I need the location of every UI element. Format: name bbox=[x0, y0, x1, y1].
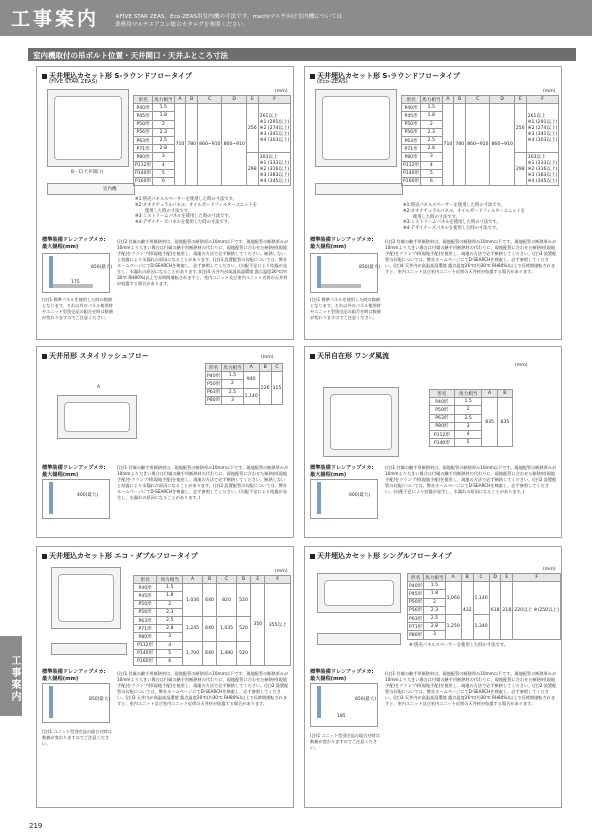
table-cell: P71形 bbox=[134, 145, 153, 153]
drain-lift-label: 850(最大) bbox=[91, 265, 113, 270]
table-cell: P80形 bbox=[134, 633, 157, 641]
column-header: 形名 bbox=[206, 364, 222, 372]
unit-label: (mm) bbox=[543, 89, 556, 94]
drain-title: 標準装備ドレンアップメカ: 最大揚程(mm) bbox=[42, 237, 106, 250]
table-cell: P63形 bbox=[408, 614, 424, 622]
drain-title: 標準装備ドレンアップメカ: 最大揚程(mm) bbox=[310, 465, 374, 478]
unit-label: (mm) bbox=[275, 569, 288, 574]
table-cell: 1.5 bbox=[153, 104, 174, 112]
unit-plan-figure bbox=[315, 89, 397, 167]
table-cell: 315 bbox=[271, 372, 283, 405]
drain-lift-label: 850(最大) bbox=[355, 697, 377, 702]
drain-figure bbox=[310, 479, 378, 519]
column-header: D bbox=[490, 96, 514, 104]
table-cell: 261以上 ※1 (291以上) ※2 (274以上) ※3 (341以上) ※4 (303以上) bbox=[258, 104, 291, 153]
table-cell: 261以上 ※1 (291以上) ※2 (274以上) ※3 (341以上) ※4 (303以上) bbox=[526, 104, 559, 153]
table-cell: 710 bbox=[174, 104, 186, 186]
column-header: A bbox=[442, 96, 454, 104]
table-cell: 1.8 bbox=[421, 112, 442, 120]
table-cell: 2.3 bbox=[157, 608, 183, 616]
table-cell: 4 bbox=[454, 430, 482, 438]
table-cell: P56形 bbox=[402, 128, 421, 136]
figure-label: B・C(天井開口) bbox=[71, 170, 104, 175]
table-cell: 1.8 bbox=[153, 112, 174, 120]
side-tab: 工事案内 bbox=[0, 636, 22, 716]
table-cell: 4 bbox=[421, 161, 442, 169]
table-cell: P160形 bbox=[402, 177, 421, 185]
drain-lift-label: 175 bbox=[71, 280, 80, 285]
table-cell: 2 bbox=[454, 406, 482, 414]
table-cell: P63形 bbox=[430, 414, 455, 422]
drain-figure bbox=[310, 253, 381, 293]
table-cell: 6 bbox=[153, 177, 174, 185]
table-cell: P112形 bbox=[134, 641, 157, 649]
dimension-table bbox=[401, 95, 559, 186]
table-cell: 2.3 bbox=[424, 606, 445, 614]
table-cell: P160形 bbox=[134, 177, 153, 185]
column-header: 馬力相当 bbox=[222, 364, 243, 372]
drain-lift-label: 850(最大) bbox=[359, 265, 381, 270]
table-cell: 1.5 bbox=[421, 104, 442, 112]
drain-lift-label: 850(最大) bbox=[89, 697, 111, 702]
drain-lift-label: 185 bbox=[337, 714, 346, 719]
table-cell: 1,490 bbox=[217, 641, 237, 666]
dimension-table bbox=[133, 575, 291, 666]
table-cell: 860~910 bbox=[198, 104, 222, 186]
unit-plan-figure bbox=[317, 573, 401, 613]
table-cell: 298 bbox=[246, 153, 258, 186]
unit-label: (mm) bbox=[275, 89, 288, 94]
table-cell: 5 bbox=[153, 169, 174, 177]
table-cell: P50形 bbox=[134, 120, 153, 128]
table-cell: 710 bbox=[442, 104, 454, 186]
table-cell: P80形 bbox=[402, 153, 421, 161]
column-header: 馬力相当 bbox=[153, 96, 174, 104]
table-cell: 218 bbox=[501, 582, 513, 639]
table-cell: 835 bbox=[482, 398, 497, 447]
table-cell: P50形 bbox=[134, 600, 157, 608]
table-cell: 1,700 bbox=[183, 641, 203, 666]
column-header: A bbox=[243, 364, 259, 372]
unit-figure bbox=[57, 395, 137, 439]
card-wanda bbox=[304, 346, 562, 538]
drain-title: 標準装備ドレンアップメカ: 最大揚程(mm) bbox=[310, 669, 374, 682]
column-header: 馬力相当 bbox=[157, 576, 183, 584]
table-cell: P112形 bbox=[430, 430, 455, 438]
table-cell: 2 bbox=[222, 380, 243, 388]
table-cell: 1,140 bbox=[473, 582, 489, 615]
section-band: 室内機取付の吊ボルト位置・天井開口・天井ふところ寸法 bbox=[28, 48, 576, 61]
table-cell: 860~910 bbox=[490, 104, 514, 186]
column-header: D bbox=[236, 576, 250, 584]
table-cell: P50形 bbox=[206, 380, 222, 388]
table-cell: 1,030 bbox=[183, 584, 203, 617]
card-title: 天井吊形 スタイリッシュフロー bbox=[42, 351, 149, 361]
column-header: 形名 bbox=[430, 390, 455, 398]
card-title: 天井埋込カセット形 エコ・ダブルフロータイプ bbox=[42, 551, 198, 561]
install-notes: (注)1 付属の継手用断熱材は、現地配管の断熱厚み10mm以下です。現地配管の断熱厚みが10mmより大きい場合は付属の継手用断熱材の代わりに、現地配管に合わせた断熱材(現地手配)をクランプ材(現地手配)を使用し、現地の方法で必ず断熱してください。断熱しないと結露により水漏れの原因になることがあります。(注)2 設置配管の勾配については、弊社ホームページにてD-SEARCHを検索し、必ず参照してください。(勾配不足により結露が発生し、水漏れの原因になることがあります。) bbox=[117, 465, 289, 500]
table-cell: P45形 bbox=[134, 592, 157, 600]
install-notes: (注)2 付属の継手用断熱材は、現地配管の断熱厚み10mm以下です。現地配管の断熱厚みが10mmより大きい場合は付属の継手用断熱材の代わりに、現地配管に合わせた断熱材(現地手配)をクランプ材(現地手配)を使用し、現地の方法で必ず断熱してください。断熱しないと結露により水漏れの原因になることがあります。(注)3 設置配管の勾配については、弊社ホームページにてD-SEARCHを検索し、必ず参照してください。(勾配不足により結露が発生し、水漏れの原因になることがあります。)(注)4 天井内が高温高湿環境 露点温度26℃(約30℃ RH80%)以上で長時間運転されますと、室内ユニット及び室内ユニット近傍の天井材が結露する場合があります。 bbox=[117, 239, 289, 286]
table-row bbox=[134, 584, 291, 592]
unit-figure bbox=[323, 387, 399, 457]
table-cell: 1,250 bbox=[445, 614, 461, 639]
table-cell: 520 bbox=[236, 616, 250, 641]
card-title: 天井埋込カセット形 シングルフロータイプ bbox=[310, 551, 452, 561]
table-cell: P45形 bbox=[408, 590, 424, 598]
figure-label: 室内機 bbox=[103, 187, 117, 192]
drain-figure bbox=[42, 253, 113, 293]
unit-side-figure bbox=[315, 183, 403, 195]
table-cell: 298 bbox=[514, 153, 526, 186]
table-cell: P40形 bbox=[402, 104, 421, 112]
table-cell: P56形 bbox=[134, 128, 153, 136]
table-cell: 2.8 bbox=[157, 625, 183, 633]
table-cell: P63形 bbox=[134, 136, 153, 144]
table-row bbox=[134, 104, 291, 112]
table-cell: 860~910 bbox=[222, 104, 246, 186]
column-header: D bbox=[222, 96, 246, 104]
column-header: E bbox=[251, 576, 265, 584]
table-cell: 520 bbox=[236, 641, 250, 666]
table-cell: 1,340 bbox=[473, 614, 489, 639]
table-cell: 3 bbox=[421, 153, 442, 161]
table-cell: P80形 bbox=[134, 153, 153, 161]
table-cell: P80形 bbox=[430, 422, 455, 430]
table-cell: 2 bbox=[424, 598, 445, 606]
table-cell: 432 bbox=[461, 582, 473, 639]
table-cell: 1.5 bbox=[424, 582, 445, 590]
table-cell: 2.5 bbox=[222, 388, 243, 396]
drain-note: (注)1 標準パネルを使用した時の数値となります。それ以外のパネル使用時やユニット型別売品の組合せ時は数値が変わりますのでご注意ください。 bbox=[310, 297, 382, 320]
page-title: 工事案内 bbox=[11, 8, 100, 30]
column-header: 形名 bbox=[134, 96, 153, 104]
table-cell: 618 bbox=[489, 582, 501, 639]
drain-lift-label: 400(最大) bbox=[77, 493, 99, 498]
table-cell: 350 bbox=[251, 584, 265, 666]
table-cell: 226 bbox=[259, 372, 271, 405]
column-header: D bbox=[489, 574, 501, 582]
install-notes: (注)2 付属の継手用断熱材は、現地配管の断熱厚み10mm以下です。現地配管の断熱厚みが10mmより大きい場合は付属の継手用断熱材の代わりに、現地配管に合わせた断熱材(現地手配)をクランプ材(現地手配)を使用し、現地の方法で必ず断熱してください。(注)3 設置配管の勾配については、弊社ホームページにてD-SEARCHを検索し、必ず参照してください。(注)4 天井内が高温高湿環境 露点温度26℃(約30℃ RH80%)以上で長時間運転されますと、室内ユニット及び室内ユニット近傍の天井材が結露する場合があります。 bbox=[385, 239, 557, 274]
column-header: B bbox=[454, 96, 466, 104]
table-cell: 940 bbox=[243, 372, 259, 388]
dimension-table bbox=[133, 95, 291, 186]
table-cell: 1.8 bbox=[424, 590, 445, 598]
card-subtitle: (FIVE STAR ZEAS) bbox=[49, 79, 98, 85]
table-row bbox=[408, 582, 561, 590]
table-cell: 2 bbox=[153, 120, 174, 128]
header-note-line: 業務用マルチエアコン総合カタログを参照ください。 bbox=[115, 22, 249, 28]
table-cell: 1.5 bbox=[222, 372, 243, 380]
page-number: 219 bbox=[29, 822, 43, 830]
table-cell: 355以上 bbox=[265, 584, 291, 666]
column-header: 形名 bbox=[408, 574, 424, 582]
unit-side-figure bbox=[317, 633, 401, 645]
column-header: 馬力相当 bbox=[424, 574, 445, 582]
card-stylish bbox=[36, 346, 294, 538]
table-cell: P45形 bbox=[402, 112, 421, 120]
unit-plan-figure bbox=[47, 89, 129, 167]
table-cell: 2.8 bbox=[424, 623, 445, 631]
footnotes: ※1:別売パネルスペーサーを使用した時の寸法です。 ※2:ネオナチュラルパネル、オイルガードフィルターユニットを 使用した時の寸法です。 ※3:ミストリームパネルを使用した時の寸法です。 ※4:デザイナーズパネルを使用した時の寸法です。 bbox=[135, 197, 257, 226]
drain-note: (注)1 ユニット型別売品の組合せ時は数値が変わりますのでご注意ください。 bbox=[42, 729, 112, 746]
drain-title: 標準装備ドレンアップメカ: 最大揚程(mm) bbox=[310, 237, 374, 250]
footnotes: ※1:別売パネルスペーサーを使用した時の寸法です。 ※2:ネオナチュラルパネル、オイルガードフィルターユニットを 使用した時の寸法です。 ※3:ミストリームパネルを使用した時の寸法です。 ※4:デザイナーズパネルを使用した時の寸法です。 bbox=[403, 203, 525, 232]
table-cell: P80形 bbox=[408, 631, 424, 639]
column-header: B bbox=[259, 364, 271, 372]
column-header: E bbox=[501, 574, 513, 582]
column-header: B bbox=[202, 576, 216, 584]
table-cell: 2.8 bbox=[421, 145, 442, 153]
table-cell: P140形 bbox=[134, 649, 157, 657]
header-note bbox=[115, 13, 342, 29]
table-cell: P50形 bbox=[430, 406, 455, 414]
install-notes: (注)1 付属の継手用断熱材は、現地配管の断熱厚み10mm以下です。現地配管の断熱厚みが10mmより大きい場合は付属の継手用断熱材の代わりに、現地配管に合わせた断熱材(現地手配)をクランプ材(現地手配)を使用し、現地の方法で必ず断熱してください。(注)2 設置配管の勾配については、弊社ホームページにてD-SEARCHを検索し、必ず参照してください。(注)3 天井内が高温高湿環境 露点温度26℃(約30℃ RH80%)以上で長時間運転されますと、室内ユニット及び室内ユニット近傍の天井材が結露する場合があります。 bbox=[385, 671, 557, 706]
table-cell: 2.5 bbox=[421, 136, 442, 144]
column-header: 馬力相当 bbox=[454, 390, 482, 398]
card-title: 天井埋込カセット形 S-ラウンドフロータイプ bbox=[42, 71, 192, 81]
column-header: C bbox=[271, 364, 283, 372]
dimension-table bbox=[429, 389, 513, 447]
table-cell: 303以上 ※1 (333以上) ※2 (316以上) ※3 (383以上) ※4 (345以上) bbox=[526, 153, 559, 186]
table-cell: P140形 bbox=[134, 169, 153, 177]
table-cell: 780 bbox=[454, 104, 466, 186]
figure-label: A bbox=[97, 385, 101, 390]
column-header: A bbox=[482, 390, 497, 398]
table-cell: 780 bbox=[186, 104, 198, 186]
table-cell: P80形 bbox=[206, 396, 222, 404]
table-cell: 5 bbox=[454, 439, 482, 447]
card-ecodouble bbox=[36, 546, 294, 808]
drain-note: (注)1 ユニット型別売品の組合せ時は数値が変わりますのでご注意ください。 bbox=[310, 733, 380, 750]
table-cell: P140形 bbox=[430, 439, 455, 447]
table-cell: P40形 bbox=[134, 104, 153, 112]
install-notes: (注)1 付属の継手用断熱材は、現地配管の断熱厚み10mm以下です。現地配管の断熱厚みが10mmより大きい場合は付属の継手用断熱材の代わりに、現地配管に合わせた断熱材(現地手配)をクランプ材(現地手配)を使用し、現地の方法で必ず断熱してください。(注)2 設置配管の勾配については、弊社ホームページにてD-SEARCHを検索し、必ず参照してください。(注)3 天井内が高温高湿環境 露点温度26℃(約30℃ RH80%)以上で長時間運転されますと、室内ユニット及び室内ユニット近傍の天井材が結露する場合があります。 bbox=[117, 671, 289, 706]
card-ecozeas bbox=[304, 66, 562, 340]
table-cell: 1,140 bbox=[243, 388, 259, 404]
table-cell: P140形 bbox=[402, 169, 421, 177]
table-cell: P50形 bbox=[402, 120, 421, 128]
column-header: A bbox=[174, 96, 186, 104]
table-cell: 860~910 bbox=[466, 104, 490, 186]
table-cell: 640 bbox=[202, 616, 216, 641]
column-header: E bbox=[514, 96, 526, 104]
table-cell: 520 bbox=[236, 584, 250, 617]
table-cell: P56形 bbox=[408, 606, 424, 614]
table-cell: P45形 bbox=[134, 112, 153, 120]
column-header: B bbox=[461, 574, 473, 582]
table-cell: 256 bbox=[246, 104, 258, 153]
unit-plan-figure bbox=[51, 567, 121, 629]
table-cell: 2.5 bbox=[153, 136, 174, 144]
table-cell: 3 bbox=[157, 633, 183, 641]
table-row bbox=[430, 398, 513, 406]
table-cell: 2.5 bbox=[454, 414, 482, 422]
column-header: C bbox=[473, 574, 489, 582]
table-cell: P112形 bbox=[134, 161, 153, 169]
column-header: F bbox=[513, 574, 561, 582]
table-cell: P71形 bbox=[134, 625, 157, 633]
table-cell: 3 bbox=[454, 422, 482, 430]
table-cell: 1.5 bbox=[454, 398, 482, 406]
table-cell: P40形 bbox=[134, 584, 157, 592]
table-cell: 220以上 ※(250以上) bbox=[513, 582, 561, 639]
table-cell: P71形 bbox=[408, 623, 424, 631]
unit-label: (mm) bbox=[515, 363, 528, 368]
table-cell: 2.5 bbox=[424, 614, 445, 622]
table-cell: P71形 bbox=[402, 145, 421, 153]
table-cell: 1,060 bbox=[445, 582, 461, 615]
unit-side-figure bbox=[47, 183, 135, 195]
drain-title: 標準装備ドレンアップメカ: 最大揚程(mm) bbox=[42, 465, 106, 478]
table-cell: 3 bbox=[222, 396, 243, 404]
table-cell: 2.8 bbox=[153, 145, 174, 153]
install-notes: (注)1 付属の継手用断熱材は、現地配管の断熱厚み10mm以下です。現地配管の断熱厚みが10mmより大きい場合は付属の継手用断熱材の代わりに、現地配管に合わせた断熱材(現地手配)をクランプ材(現地手配)を使用し、現地の方法で必ず断熱してください。(注)2 設置配管の勾配については、弊社ホームページにてD-SEARCHを検索し、必ず参照してください。(勾配不足により結露が発生し、水漏れの原因になることがあります。) bbox=[385, 465, 557, 494]
table-row bbox=[206, 372, 283, 380]
table-cell: P40形 bbox=[430, 398, 455, 406]
table-cell: 4 bbox=[153, 161, 174, 169]
table-cell: 820 bbox=[217, 584, 237, 617]
table-cell: P40形 bbox=[408, 582, 424, 590]
column-header: B bbox=[497, 390, 512, 398]
card-singleflow bbox=[304, 546, 562, 808]
table-cell: 640 bbox=[202, 584, 216, 617]
table-cell: 5 bbox=[157, 649, 183, 657]
column-header: C bbox=[198, 96, 222, 104]
card-fivestar bbox=[36, 66, 294, 340]
table-cell: P56形 bbox=[134, 608, 157, 616]
table-cell: 3 bbox=[424, 631, 445, 639]
table-cell: 640 bbox=[202, 641, 216, 666]
column-header: 形名 bbox=[134, 576, 157, 584]
drain-figure bbox=[42, 683, 110, 723]
column-header: A bbox=[445, 574, 461, 582]
table-cell: 2 bbox=[421, 120, 442, 128]
column-header: F bbox=[526, 96, 559, 104]
drain-title: 標準装備ドレンアップメカ: 最大揚程(mm) bbox=[42, 669, 106, 682]
drain-figure bbox=[42, 479, 110, 519]
table-cell: 1,035 bbox=[217, 616, 237, 641]
table-cell: P63形 bbox=[206, 388, 222, 396]
column-header: C bbox=[217, 576, 237, 584]
dimension-table bbox=[205, 363, 283, 405]
table-row bbox=[402, 104, 559, 112]
column-header: F bbox=[265, 576, 291, 584]
table-cell: 2.3 bbox=[421, 128, 442, 136]
table-cell: 256 bbox=[514, 104, 526, 153]
card-title: 天井埋込カセット形 S-ラウンドフロータイプ bbox=[310, 71, 460, 81]
unit-label: (mm) bbox=[261, 355, 274, 360]
table-cell: 2.5 bbox=[157, 616, 183, 624]
column-header: E bbox=[246, 96, 258, 104]
header-note-line: ※FIVE STAR ZEAS、Eco-ZEAS用室内機の寸法です。machiマルチ向け室内機については bbox=[115, 14, 343, 20]
table-cell: 6 bbox=[421, 177, 442, 185]
table-cell: 3 bbox=[153, 153, 174, 161]
table-cell: 6 bbox=[157, 657, 183, 665]
table-cell: P160形 bbox=[134, 657, 157, 665]
table-cell: P112形 bbox=[402, 161, 421, 169]
unit-side-figure bbox=[51, 643, 127, 655]
card-subtitle: (Eco-ZEAS) bbox=[317, 79, 348, 85]
column-header: F bbox=[258, 96, 291, 104]
table-cell: 5 bbox=[421, 169, 442, 177]
column-header: B bbox=[186, 96, 198, 104]
drain-note: (注)1 標準パネルを使用した時の数値となります。それ以外のパネル使用時やユニット型別売品の組合せ時は数値が変わりますのでご注意ください。 bbox=[42, 297, 114, 320]
unit-label: (mm) bbox=[543, 567, 556, 572]
column-header: 馬力相当 bbox=[421, 96, 442, 104]
table-cell: 4 bbox=[157, 641, 183, 649]
column-header: A bbox=[183, 576, 203, 584]
column-header: C bbox=[466, 96, 490, 104]
table-cell: P50形 bbox=[408, 598, 424, 606]
table-cell: P63形 bbox=[402, 136, 421, 144]
table-cell: 2.3 bbox=[153, 128, 174, 136]
dimension-table bbox=[407, 573, 561, 640]
table-cell: P40形 bbox=[206, 372, 222, 380]
footnote: ※:別売パネルスペーサーを使用した時の寸法です。 bbox=[409, 643, 509, 648]
table-cell: 835 bbox=[497, 398, 512, 447]
drain-figure bbox=[310, 683, 378, 727]
table-cell: 303以上 ※1 (333以上) ※2 (316以上) ※3 (383以上) ※4 (345以上) bbox=[258, 153, 291, 186]
table-cell: P63形 bbox=[134, 616, 157, 624]
column-header: 形名 bbox=[402, 96, 421, 104]
table-cell: 1.5 bbox=[157, 584, 183, 592]
table-cell: 1,245 bbox=[183, 616, 203, 641]
drain-lift-label: 600(最大) bbox=[349, 493, 371, 498]
card-title: 天吊自在形 ワンダ風流 bbox=[310, 351, 389, 361]
table-cell: 1.8 bbox=[157, 592, 183, 600]
page-header bbox=[0, 0, 592, 36]
table-cell: 2 bbox=[157, 600, 183, 608]
